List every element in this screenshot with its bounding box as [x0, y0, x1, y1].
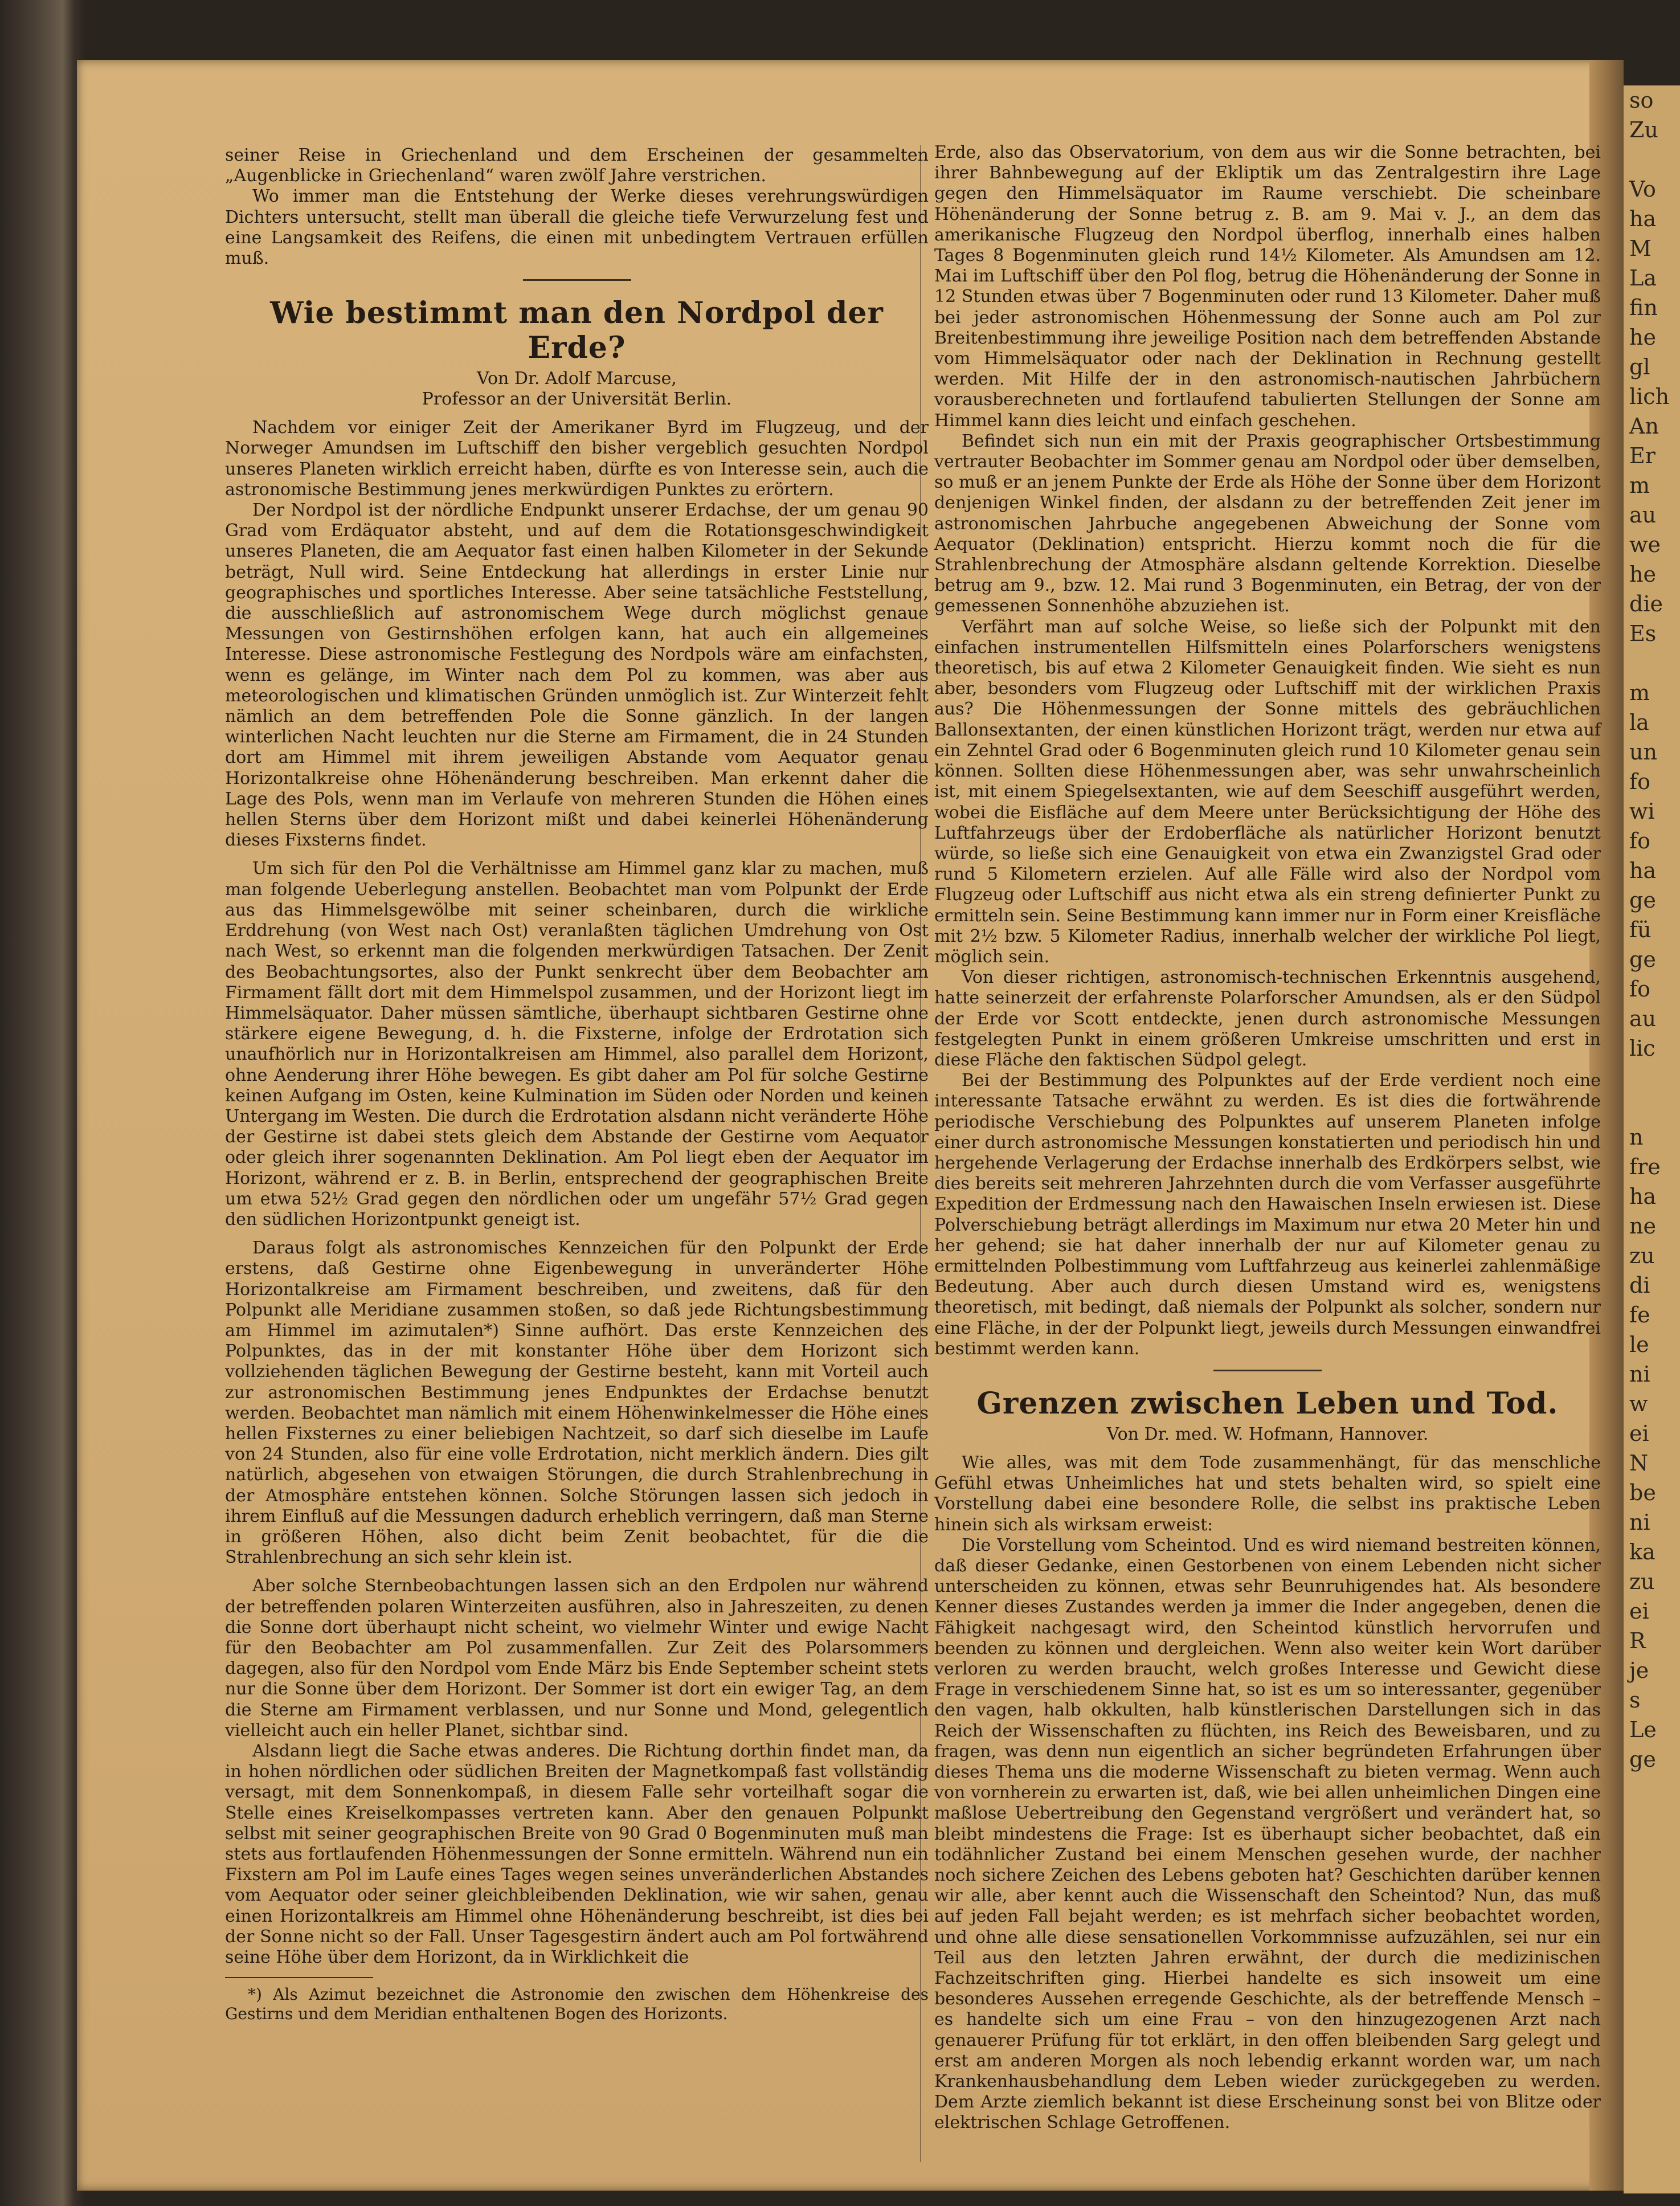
- adjacent-page-fragment: ei: [1629, 1599, 1649, 1624]
- adjacent-page-fragment: wi: [1629, 799, 1655, 824]
- section-separator: [1213, 1370, 1322, 1371]
- adjacent-page-fragment: [1624, 1063, 1680, 1093]
- intro-paragraph: seiner Reise in Griechenland und dem Erscheinen der gesammelten „Augenblicke in Griechenland“ waren zwölf Jahre verstrichen.: [225, 145, 929, 186]
- adjacent-page-fragment: M: [1629, 236, 1652, 261]
- article2-title: Grenzen zwischen Leben und Tod.: [976, 1386, 1559, 1421]
- adjacent-page-fragment: gl: [1629, 354, 1650, 379]
- body-paragraph: Daraus folgt als astronomisches Kennzeichen für den Polpunkt der Erde erstens, daß Gestirne ohne Eigenbewegung in unveränderter Höhe Horizontalkreise am Firmament beschreiben, und zweitens, daß für den Polpunkt alle Meridiane zusammen stoßen, so daß jede Richtungsbestimmung am Himmel im azimutalen*) Sinne aufhört. Das erste Kennzeichen des Polpunktes, das in der mit konstanter Höhe über dem Horizont sich vollziehenden täglichen Bewegung der Gestirne besteht, kann mit Vorteil auch zur astronomischen Bestimmung jenes Endpunktes der Erdachse benutzt werden. Beobachtet man nämlich mit einem Höhenwinkelmesser die Höhe eines hellen Fixsternes zu einer beliebigen Nachtzeit, so darf sich dieselbe im Laufe von 24 Stunden, also für eine volle Erdrotation, nicht merklich ändern. Dies gilt natürlich, abgesehen von etwaigen Störungen, die durch Strahlenbrechung in der Atmosphäre entstehen können. Solche Störungen lassen sich jedoch in ihrem Einfluß auf die Messungen dadurch erheblich verringern, daß man Sterne in größeren Höhen, also dicht beim Zenit beobachtet, für die die Strahlenbrechung an sich sehr klein ist.: [225, 1238, 929, 1568]
- adjacent-page-fragment: ha: [1629, 858, 1657, 883]
- adjacent-page-fragment: fe: [1629, 1302, 1650, 1327]
- adjacent-page-fragment: ha: [1629, 206, 1657, 231]
- adjacent-page-fragment: Es: [1629, 621, 1657, 646]
- footnote-rule: [225, 1977, 373, 1978]
- adjacent-page-fragment: [1624, 145, 1680, 174]
- body-paragraph: Nachdem vor einiger Zeit der Amerikaner Byrd im Flugzeug, und der Norweger Amundsen im Luftschiff den bisher vergeblich gesuchten Nordpol unseres Planeten wirklich erreicht haben, dürfte es von Interesse sein, auch die astronomische Bestimmung jenes merkwürdigen Punktes zu erörtern.: [225, 418, 929, 500]
- adjacent-page-fragment: N: [1629, 1451, 1649, 1476]
- adjacent-page-fragment: we: [1629, 532, 1661, 557]
- adjacent-page-fragment: ei: [1629, 1421, 1649, 1446]
- adjacent-page-fragment: fo: [1629, 977, 1650, 1002]
- adjacent-page-fragment: fü: [1629, 917, 1652, 942]
- adjacent-page-fragment: ge: [1629, 888, 1656, 913]
- adjacent-page-fragment: so: [1629, 88, 1654, 113]
- left-column: [225, 145, 929, 2024]
- adjacent-page-fragment: di: [1629, 1273, 1650, 1298]
- body-paragraph: Aber solche Sternbeobachtungen lassen sich an den Erdpolen nur während der betreffenden polaren Winterzeiten ausführen, also in Jahreszeiten, zu denen die Sonne dort überhaupt nicht scheint, wo vielmehr Winter und ewige Nacht für den Beobachter am Pol zusammenfallen. Zur Zeit des Polarsommers dagegen, also für den Nordpol vom Ende März bis Ende September scheint stets nur die Sonne über dem Horizont. Der Sommer ist dort ein ewiger Tag, an dem die Sterne am Firmament verblassen, und nur Sonne und Mond, gelegentlich vielleicht auch ein heller Planet, sichtbar sind.: [225, 1576, 929, 1741]
- adjacent-page-fragment: An: [1629, 414, 1659, 439]
- adjacent-page-fragment: die: [1629, 591, 1663, 616]
- adjacent-page-fragment: ka: [1629, 1539, 1656, 1564]
- adjacent-page-fragment: lich: [1629, 384, 1670, 409]
- adjacent-page-fragment: he: [1629, 562, 1656, 587]
- adjacent-page-fragment: w: [1629, 1391, 1648, 1416]
- body-paragraph: Die Vorstellung vom Scheintod. Und es wird niemand bestreiten können, daß dieser Gedanke, einen Gestorbenen von einem Lebenden nicht sicher unterscheiden zu können, etwas sehr Beunruhigendes hat. Als besondere Kenner dieses Zustandes werden ja immer die Inder angegeben, denen die Fähigkeit nachgesagt wird, den Scheintod künstlich hervorrufen und beenden zu können und dergleichen. Wenn also weiter kein Wort darüber verloren zu werden braucht, welch großes Interesse und Gewicht diese Frage in verschiedenem Sinne hat, so ist es um so interessanter, gegenüber den vagen, halb okkulten, halb künstlerischen Darstellungen sich in das Reich der Wissenschaften zu flüchten, ins Reich des Beweisbaren, und zu fragen, was denn nun eigentlich an sicher begründeten Erfahrungen über dieses Thema uns die moderne Wissenschaft zu bieten vermag. Wenn auch von vornherein zu erwarten ist, daß, wie bei allen unheimlichen Dingen eine maßlose Uebertreibung den Gegenstand vergrößert und verändert hat, so bleibt mindestens die Frage: Ist es überhaupt sicher beobachtet, daß ein todähnlicher Zustand bei einem Menschen gesehen wurde, der nachher noch sichere Zeichen des Lebens geboten hat? Geschichten darüber kennen wir alle, aber kennt auch die Wissenschaft den Scheintod? Nun, das muß auf jeden Fall bejaht werden; es ist mehrfach sicher beobachtet worden, und ohne alle diese sensationellen Vorkommnisse aufzuzählen, sei nur ein Teil aus den letzten Jahren erwähnt, der durch die medizinischen Fachzeitschriften ging. Hierbei handelte es sich insoweit um eine besonderes Aussehen erregende Geschichte, als der betreffende Mensch – es handelte sich um eine Frau – von den hinzugezogenen Arzt nach genauerer Prüfung für tot erklärt, in den offen bleibenden Sarg gelegt und erst am anderen Morgen als noch lebendig erkannt worden war, um nach Krankenhausbehandlung dem Leben wieder zurückgegeben zu werden. Dem Arzte ziemlich bekannt ist diese Erscheinung sonst bei von Blitze oder elektrischen Schlage Getroffenen.: [934, 1535, 1601, 2133]
- body-paragraph: Befindet sich nun ein mit der Praxis geographischer Ortsbestimmung vertrauter Beobachter im Sommer genau am Nordpol oder über demselben, so muß er an jenem Punkte der Erde als Höhe der Sonne über dem Horizont denjenigen Winkel finden, der alsdann zu der betreffenden Zeit jener im astronomischen Jahrbuche angegebenen Abweichung der Sonne vom Aequator (Deklination) entspricht. Hierzu kommt noch die für die Strahlenbrechung der Atmosphäre alsdann geltende Korrektion. Dieselbe betrug am 9., bzw. 12. Mai rund 3 Bogenminuten, ein Betrag, der von der gemessenen Sonnenhöhe abzuziehen ist.: [934, 431, 1601, 616]
- adjacent-page-fragment: le: [1629, 1332, 1649, 1357]
- article2-byline: Von Dr. med. W. Hofmann, Hannover.: [1106, 1424, 1429, 1444]
- adjacent-page-fragment: be: [1629, 1480, 1656, 1505]
- article-title: Wie bestimmt man den Nordpol der Erde?: [270, 296, 884, 366]
- adjacent-page-fragment: ne: [1629, 1214, 1656, 1239]
- adjacent-page-fragment: ni: [1629, 1362, 1650, 1387]
- footnote: *) Als Azimut bezeichnet die Astronomie den zwischen dem Höhenkreise des Gestirns und dem Meridian enthaltenen Bogen des Horizonts.: [225, 1985, 929, 2024]
- adjacent-page-strip: [1624, 85, 1680, 2193]
- adjacent-page-fragment: un: [1629, 740, 1657, 765]
- article-byline: Von Dr. Adolf Marcuse,: [477, 369, 677, 389]
- body-paragraph: Wie alles, was mit dem Tode zusammenhängt, für das menschliche Gefühl etwas Unheimliches hat und stets behalten wird, so spielt eine Vorstellung dabei eine besondere Rolle, die selbst ins praktische Leben hinein sich als wirksam erweist:: [934, 1452, 1601, 1535]
- adjacent-page-fragment: ni: [1629, 1510, 1650, 1535]
- adjacent-page-fragment: Zu: [1629, 117, 1658, 142]
- body-paragraph: Von dieser richtigen, astronomisch-technischen Erkenntnis ausgehend, hatte seinerzeit der erfahrenste Polarforscher Amundsen, als er den Südpol der Erde vor Scott entdeckte, jenen durch astronomische Messungen festgelegten Punkt in einem größeren Umkreise umschritten und erst in diese Fläche den faktischen Südpol gelegt.: [934, 967, 1601, 1070]
- body-paragraph: Um sich für den Pol die Verhältnisse am Himmel ganz klar zu machen, muß man folgende Ueberlegung anstellen. Beobachtet man vom Polpunkt der Erde aus das Himmelsgewölbe mit seiner scheinbaren, durch die wirkliche Erddrehung (von West nach Ost) veranlaßten täglichen Umdrehung von Ost nach West, so erkennt man die folgenden merkwürdigen Tatsachen. Der Zenit des Beobachtungsortes, also der Punkt senkrecht über dem Beobachter am Firmament fällt dort mit dem Himmelspol zusammen, und der Horizont liegt im Himmelsäquator. Daher müssen sämtliche, überhaupt sichtbaren Gestirne ohne stärkere eigene Bewegung, d. h. die Fixsterne, infolge der Erdrotation sich unaufhörlich nur in Horizontalkreisen am Himmel, also parallel dem Horizont, ohne Aenderung ihrer Höhe bewegen. Es gibt daher am Pol für solche Gestirne keinen Aufgang im Osten, keine Kulmination im Süden oder Norden und keinen Untergang im Westen. Die durch die Erdrotation alsdann nicht veränderte Höhe der Gestirne ist dabei stets gleich dem Abstande der Gestirne vom Aequator oder gleich ihrer sogenannten Deklination. Am Pol liegt eben der Aequator im Horizont, während er z. B. in Berlin, entsprechend der geographischen Breite um etwa 52½ Grad gegen den nördlichen oder um ungefähr 57½ Grad gegen den südlichen Horizontpunkt geneigt ist.: [225, 859, 929, 1229]
- body-paragraph: Verfährt man auf solche Weise, so ließe sich der Polpunkt mit den einfachen instrumentellen Hilfsmitteln eines Polarforschers wenigstens theoretisch, bis auf etwa 2 Kilometer Genauigkeit finden. Wie sieht es nun aber, besonders vom Flugzeug oder Luftschiff mit der wirklichen Praxis aus? Die Höhenmessungen der Sonne mittels des gebräuchlichen Ballonsextanten, der einen künstlichen Horizont trägt, werden nur etwa auf ein Zehntel Grad oder 6 Bogenminuten gleich rund 10 Kilometer genau sein können. Sollten diese Höhenmessungen aber, was sehr unwahrscheinlich ist, mit einem Spiegelsextanten, wie auf dem Seeschiff ausgeführt werden, wobei die Eisfläche auf dem Meere unter Berücksichtigung der Höhe des Luftfahrzeugs über der Erdoberfläche als natürlicher Horizont benutzt würde, so ließe sich eine Genauigkeit von etwa ein Zwanzigstel Grad oder rund 5 Kilometern erzielen. Auf alle Fälle wird also der Nordpol vom Flugzeug oder Luftschiff aus nicht etwa als ein streng definierter Punkt zu ermitteln sein. Seine Bestimmung kann immer nur in Form einer Kreisfläche mit 2½ bzw. 5 Kilometer Radius, innerhalb welcher der wirkliche Pol liegt, möglich sein.: [934, 616, 1601, 967]
- body-paragraph: Bei der Bestimmung des Polpunktes auf der Erde verdient noch eine interessante Tatsache erwähnt zu werden. Es ist dies die fortwährende periodische Verschiebung des Polpunktes auf unserem Planeten infolge einer durch astronomische Messungen konstatierten und periodisch hin und hergehende Verlagerung der Erdachse innerhalb des Erdkörpers selbst, wie dies bereits seit mehreren Jahrzehnten durch die vom Verfasser ausgeführte Expedition der Erdmessung nach den Hawaischen Inseln erwiesen ist. Diese Polverschiebung beträgt allerdings im Maximum nur etwa 20 Meter hin und her gehend; sie hat daher innerhalb der nur auf Kilometer genau zu ermittelnden Polbestimmung vom Luftfahrzeug aus keinerlei zahlenmäßige Bedeutung. Aber auch durch diesen Umstand wird es, wenigstens theoretisch, mit bedingt, daß niemals der Polpunkt als solcher, sondern nur eine Fläche, in der der Polpunkt liegt, jeweils durch Messungen einwandfrei bestimmt werden kann.: [934, 1071, 1601, 1359]
- adjacent-page-fragment: ge: [1629, 947, 1656, 972]
- adjacent-page-fragment: fre: [1629, 1154, 1661, 1179]
- adjacent-page-fragment: fo: [1629, 828, 1650, 853]
- adjacent-page-fragment: m: [1629, 473, 1650, 498]
- adjacent-page-fragment: zu: [1629, 1569, 1655, 1594]
- adjacent-page-fragment: R: [1629, 1628, 1646, 1653]
- body-paragraph: Der Nordpol ist der nördliche Endpunkt unserer Erdachse, der um genau 90 Grad vom Erdäquator absteht, und auf dem die Rotationsgeschwindigkeit unseres Planeten, die am Aequator fast einen halben Kilometer in der Sekunde beträgt, Null wird. Seine Entdeckung hat allerdings in erster Linie nur geographisches und sportliches Interesse. Aber seine tatsächliche Feststellung, die ausschließlich auf astronomischem Wege durch möglichst genaue Messungen von Gestirnshöhen erfolgen kann, hat auch ein allgemeines Interesse. Diese astronomische Festlegung des Nordpols wäre am einfachsten, wenn es gelänge, im Winter nach dem Pol zu kommen, was aber aus meteorologischen und klimatischen Gründen unmöglich ist. Zur Winterzeit fehlt nämlich an dem betreffenden Pole die Sonne gänzlich. In der langen winterlichen Nacht leuchten nur die Sterne am Firmament, die in 24 Stunden dort am Himmel mit ihrem jeweiligen Abstande vom Aequator genau Horizontalkreise ohne Höhenänderung beschreiben. Man erkennt daher die Lage des Pols, wenn man im Verlaufe von mehreren Stunden die Höhen eines hellen Sterns über dem Horizont mißt und dabei keinerlei Höhenänderung dieses Fixsterns findet.: [225, 500, 929, 851]
- adjacent-page-fragment: n: [1629, 1125, 1644, 1150]
- adjacent-page-fragment: je: [1629, 1658, 1649, 1683]
- adjacent-page-fragment: Le: [1629, 1717, 1657, 1742]
- adjacent-page-fragment: Vo: [1629, 177, 1656, 202]
- adjacent-page-fragment: fin: [1629, 295, 1658, 320]
- adjacent-page-fragment: m: [1629, 680, 1650, 705]
- intro-paragraph: Wo immer man die Entstehung der Werke dieses verehrungswürdigen Dichters untersucht, stellt man überall die gleiche tiefe Verwurzelung fest und eine Langsamkeit des Reifens, die einen mit unbedingtem Vertrauen erfüllen muß.: [225, 186, 929, 269]
- adjacent-page-fragment: ge: [1629, 1747, 1656, 1772]
- section-separator: [523, 279, 631, 281]
- body-paragraph: Erde, also das Observatorium, von dem aus wir die Sonne betrachten, bei ihrer Bahnbewegung auf der Ekliptik um das Zentralgestirn ihre Lage gegen den Himmelsäquator im Raume verschiebt. Die scheinbare Höhenänderung der Sonne betrug z. B. am 9. Mai v. J., an dem das amerikanische Flugzeug den Nordpol überflog, innerhalb eines halben Tages 8 Bogenminuten gleich rund 14½ Kilometer. Als Amundsen am 12. Mai im Luftschiff über den Pol flog, betrug die Höhenänderung der Sonne in 12 Stunden etwas über 7 Bogenminuten oder rund 13 Kilometer. Daher muß bei jeder astronomischen Höhenmessung der Sonne auch am Pol zur Breitenbestimmung ihre jeweilige Position nach dem betreffenden Abstande vom Himmelsäquator oder nach der Deklination in Rechnung gestellt werden. Mit Hilfe der in den astronomisch-nautischen Jahrbüchern vorausberechneten und fortlaufend tabulierten Stellungen der Sonne am Himmel kann dies leicht und einfach geschehen.: [934, 142, 1601, 431]
- adjacent-page-fragment: s: [1629, 1688, 1641, 1713]
- adjacent-page-fragment: he: [1629, 325, 1656, 350]
- body-paragraph: Alsdann liegt die Sache etwas anderes. Die Richtung dorthin findet man, da in hohen nördlichen oder südlichen Breiten der Magnetkompaß fast vollständig versagt, mit dem Sonnenkompaß, in diesem Falle sehr vorteilhaft sogar die Stelle eines Kreiselkompasses vertreten kann. Aber den genauen Polpunkt selbst mit seiner geographischen Breite von 90 Grad 0 Bogenminuten muß man stets aus fortlaufenden Höhenmessungen der Sonne ermitteln. Während nun ein Fixstern am Pol im Laufe eines Tages wegen seines unveränderlichen Abstandes vom Aequator oder seiner gleichbleibenden Deklination, wie wir sahen, genau einen Horizontalkreis am Himmel ohne Höhenänderung beschreibt, ist dies bei der Sonne nicht so der Fall. Unser Tagesgestirn ändert auch am Pol fortwährend seine Höhe über dem Horizont, da in Wirklichkeit die: [225, 1741, 929, 1968]
- article-byline-affiliation: Professor an der Universität Berlin.: [422, 389, 732, 410]
- adjacent-page-fragment: zu: [1629, 1243, 1655, 1268]
- adjacent-page-fragment: au: [1629, 1006, 1657, 1031]
- adjacent-page-fragment: fo: [1629, 769, 1650, 794]
- adjacent-page-fragment: [1624, 648, 1680, 678]
- adjacent-page-fragment: La: [1629, 265, 1657, 291]
- adjacent-page-fragment: la: [1629, 710, 1649, 735]
- adjacent-page-fragment: [1624, 1093, 1680, 1122]
- adjacent-page-fragment: ha: [1629, 1184, 1657, 1209]
- adjacent-page-fragment: au: [1629, 503, 1657, 528]
- adjacent-page-fragment: lic: [1629, 1036, 1656, 1061]
- right-column: [934, 142, 1601, 2134]
- adjacent-page-fragment: Er: [1629, 443, 1656, 468]
